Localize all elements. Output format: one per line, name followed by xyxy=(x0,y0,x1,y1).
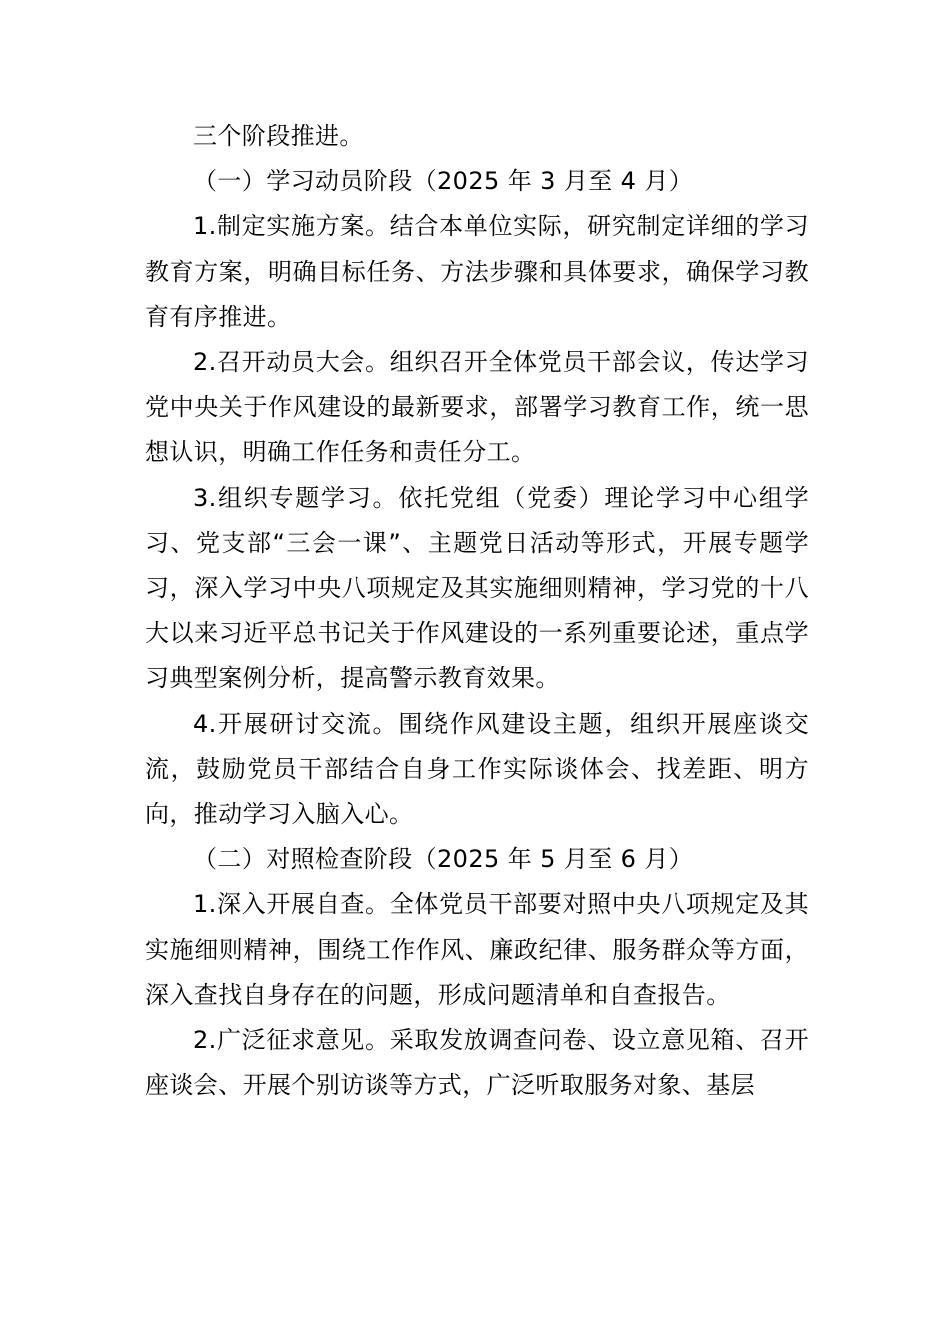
continuation-paragraph: 三个阶段推进。 xyxy=(193,122,364,150)
section-heading-learning-mobilization: （一）学习动员阶段（2025 年 3 月至 4 月） xyxy=(193,167,694,196)
section-heading-self-inspection: （二）对照检查阶段（2025 年 5 月至 6 月） xyxy=(193,845,694,874)
document-body xyxy=(145,114,809,1108)
paragraph-implementation-plan: 1.制定实施方案。结合本单位实际，研究制定详细的学习教育方案，明确目标任务、方法步骤和具体要求，确保学习教育有序推进。 xyxy=(145,212,809,331)
paragraph-special-study: 3.组织专题学习。依托党组（党委）理论学习中心组学习、党支部“三会一课”、主题党日活动等形式，开展专题学习，深入学习中央八项规定及其实施细则精神，学习党的十八大以来习近平总书记关于作风建设的一系列重要论述，重点学习典型案例分析，提高警示教育效果。 xyxy=(145,483,809,693)
paragraph-discussion-exchange: 4.开展研讨交流。围绕作风建设主题，组织开展座谈交流，鼓励党员干部结合自身工作实际谈体会、找差距、明方向，推动学习入脑入心。 xyxy=(145,709,809,829)
paragraph-self-check: 1.深入开展自查。全体党员干部要对照中央八项规定及其实施细则精神，围绕工作作风、廉政纪律、服务群众等方面，深入查找自身存在的问题，形成问题清单和自查报告。 xyxy=(145,890,809,1009)
paragraph-solicit-opinions: 2.广泛征求意见。采取发放调查问卷、设立意见箱、召开座谈会、开展个别访谈等方式，广泛听取服务对象、基层 xyxy=(145,1026,809,1100)
paragraph-mobilization-meeting: 2.召开动员大会。组织召开全体党员干部会议，传达学习党中央关于作风建设的最新要求，部署学习教育工作，统一思想认识，明确工作任务和责任分工。 xyxy=(145,348,809,467)
